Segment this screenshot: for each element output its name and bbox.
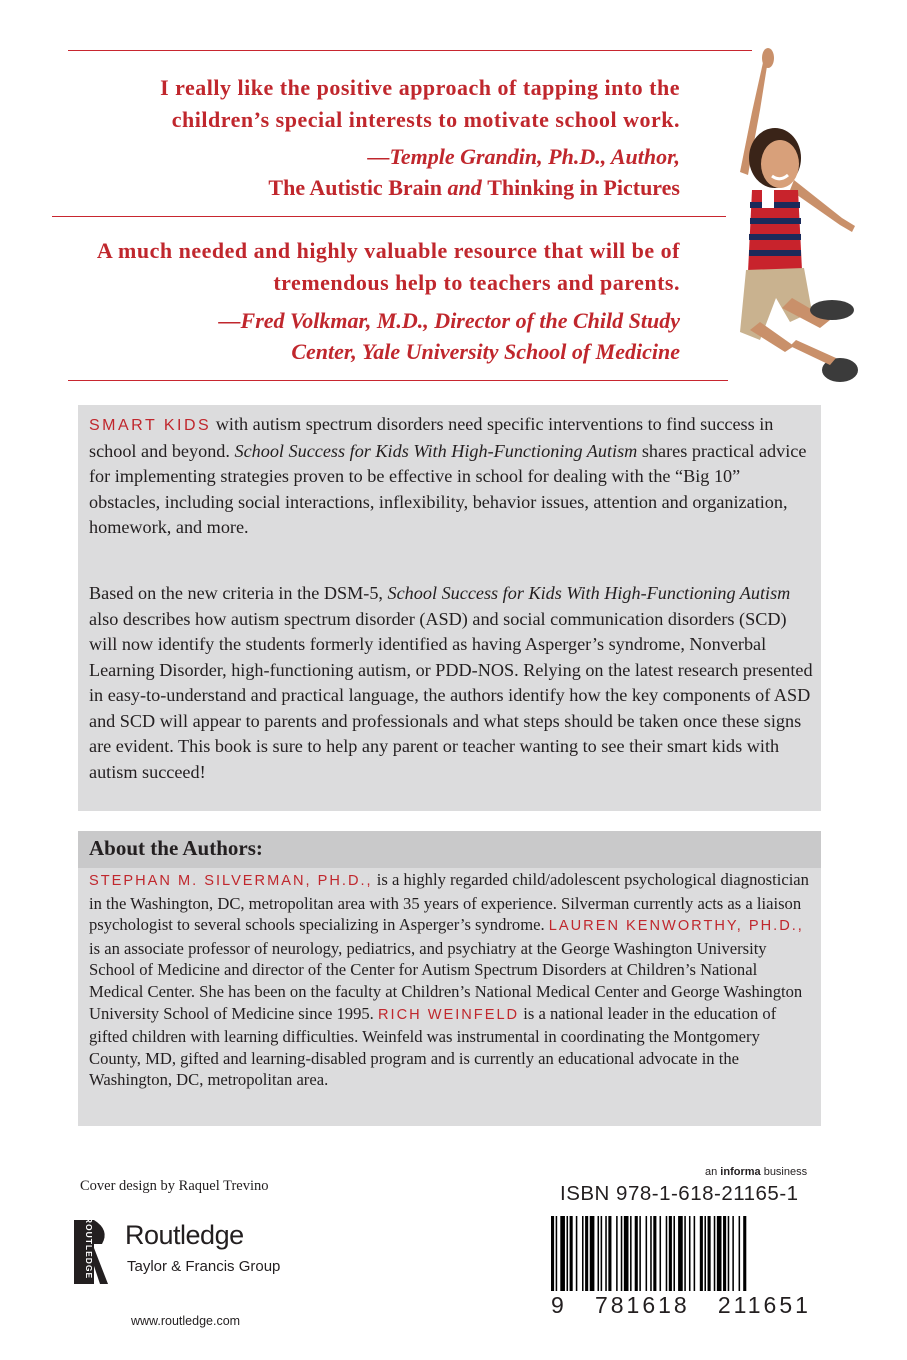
isbn-text: ISBN 978-1-618-21165-1 xyxy=(560,1182,799,1205)
bottom-rule xyxy=(68,380,728,381)
endorsement-volkmar-text: A much needed and highly valuable resource that will be of tremendous help to teachers and parents. xyxy=(96,238,680,295)
author-bio: is a national leader in the education of gifted children with learning difficulties. Weinfeld was instrumental in coordinating the Montgomery County, MD, gifted and learning-disabled program and is currently an educational advocate in the Washington, DC, metropolitan area. xyxy=(89,1003,777,1090)
endorsement-grandin-text: I really like the positive approach of tapping into the children’s special interests to motivate school work. xyxy=(160,75,680,132)
smart-kids-lead: SMART KIDS xyxy=(89,417,212,434)
endorsement-volkmar-attribution xyxy=(80,305,680,367)
attribution-line: —Temple Grandin, Ph.D., Author, xyxy=(367,144,680,169)
author-bios xyxy=(89,869,811,1091)
informa-brand: informa xyxy=(720,1166,761,1178)
description-text: shares practical advice for implementing strategies proven to be effective in school for dealing with the “Big 10” obstacles, including social interactions, inflexibility, behavior issues, attention and organization, homework, and more. xyxy=(89,440,807,537)
attribution-line: —Fred Volkmar, M.D., Director of the Child Study xyxy=(218,308,680,333)
middle-rule xyxy=(52,216,726,217)
endorsement-grandin xyxy=(80,72,680,203)
author-bio: is a highly regarded child/adolescent psychological diagnostician in the Washington, DC, metropolitan area with 35 years of experience. Silverman currently acts as a liaison psychologist to several schools specializing in Asperger’s syndrome. xyxy=(89,870,809,935)
top-rule xyxy=(68,50,752,51)
description-text: also describes how autism spectrum disorder (ASD) and social communication disorders (SCD) will now identify the students formerly identified as having Asperger’s syndrome, Nonverbal Learning Disorder, high-functioning autism, or PDD-NOS. Relying on the latest research presented in easy-to-understand and practical language, the authors identify how the key components of ASD and SCD will appear to parents and professionals and what steps should be taken once these signs are evident. This book is sure to help any parent or teacher wanting to see their smart kids with autism succeed! xyxy=(89,608,813,782)
routledge-vertical-wordmark: ROUTLEDGE xyxy=(84,1216,95,1280)
endorsement-grandin-attribution xyxy=(80,141,680,203)
publisher-website: www.routledge.com xyxy=(131,1314,241,1328)
book-title: The Autistic Brain xyxy=(268,175,442,200)
book-title: School Success for Kids With High-Functioning Autism xyxy=(387,583,791,603)
author-name-kenworthy: LAUREN KENWORTHY, PH.D., xyxy=(548,918,804,935)
publisher-group: Taylor & Francis Group xyxy=(127,1258,281,1275)
author-bio: is an associate professor of neurology, pediatrics, and psychiatry at the George Washington University School of Medicine and director of the Center for Autism Spectrum Disorders at Children’s National Medical Center. She has been on the faculty at Children’s National Medical Center and George Washington University School of Medicine since 1995. xyxy=(89,938,803,1023)
about-authors-box xyxy=(78,831,821,1126)
isbn-barcode xyxy=(551,1216,812,1291)
about-authors-heading: About the Authors: xyxy=(89,836,263,860)
barcode-digits: 9 781618 211651 xyxy=(551,1292,811,1318)
publisher-name: Routledge xyxy=(125,1220,244,1250)
attribution-books xyxy=(80,172,680,203)
attribution-and: and xyxy=(447,175,482,200)
author-name-weinfeld: RICH WEINFELD xyxy=(377,1006,520,1023)
informa-tagline xyxy=(705,1166,807,1178)
description-box xyxy=(78,405,821,811)
attribution-line: Center, Yale University School of Medicine xyxy=(291,339,680,364)
book-title: School Success for Kids With High-Functioning Autism xyxy=(234,440,638,461)
description-text: Based on the new criteria in the DSM-5, xyxy=(89,583,388,603)
jumping-child-photo xyxy=(690,40,880,400)
informa-suffix: business xyxy=(760,1166,808,1178)
about-authors-header xyxy=(78,831,821,868)
endorsement-volkmar xyxy=(80,235,680,367)
description-paragraph-1 xyxy=(89,412,813,541)
description-paragraph-2 xyxy=(89,581,813,785)
cover-design-credit: Cover design by Raquel Trevino xyxy=(80,1178,269,1194)
book-title: Thinking in Pictures xyxy=(487,175,680,200)
author-name-silverman: STEPHAN M. SILVERMAN, PH.D., xyxy=(89,873,373,889)
informa-prefix: an xyxy=(705,1166,721,1178)
routledge-logo xyxy=(72,1218,302,1288)
description-text: with autism spectrum disorders need specific interventions to find success in school and beyond. xyxy=(89,414,774,461)
